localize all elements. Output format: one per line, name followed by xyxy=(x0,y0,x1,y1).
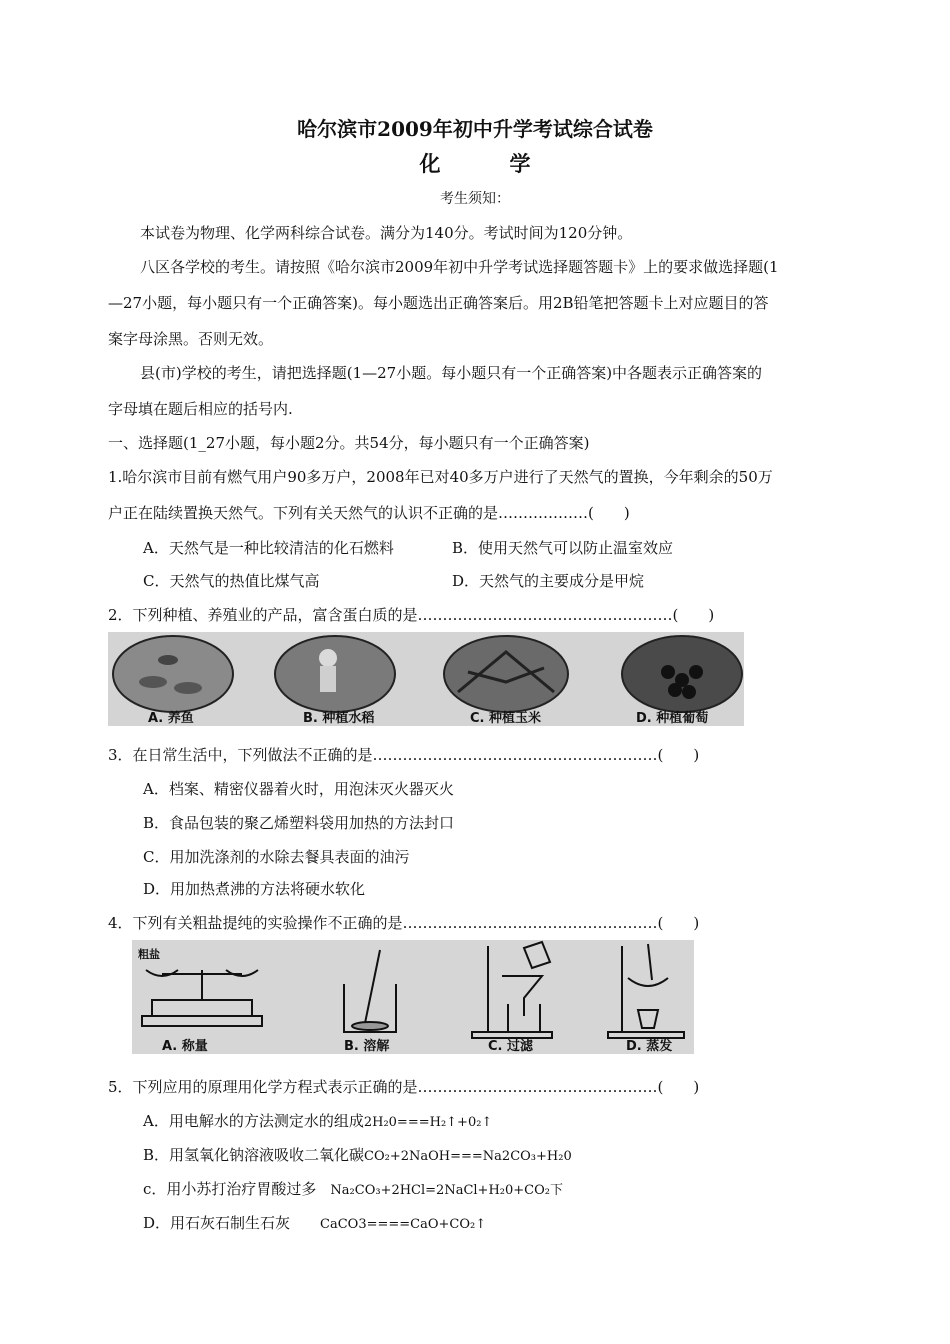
q1-option-c: C．天然气的热值比煤气高 xyxy=(143,572,320,590)
notice-heading: 考生须知： xyxy=(440,191,510,207)
subject-title: 化 学 xyxy=(419,151,555,176)
notice-p2-line3: 案字母涂黑。否则无效。 xyxy=(108,330,274,348)
q4-figure xyxy=(132,940,694,1054)
q4-stem: 4．下列有关粗盐提纯的实验操作不正确的是……………………………………………( ) xyxy=(108,914,700,932)
q4-caption-c: C. 过滤 xyxy=(488,1039,534,1054)
q2-caption-c: C. 种植玉米 xyxy=(470,711,542,726)
q2-figure-svg xyxy=(108,632,744,726)
q5-option-d-text: D．用石灰石制生石灰 xyxy=(143,1214,291,1232)
notice-p2-line1: 八区各学校的考生。请按照《哈尔滨市2009年初中升学考试选择题答题卡》上的要求做选择题(1 xyxy=(140,258,779,276)
fish-farming-image xyxy=(113,636,233,712)
q4-caption-a: A. 称量 xyxy=(162,1039,208,1054)
q2-stem: 2．下列种植、养殖业的产品，富含蛋白质的是……………………………………………( ) xyxy=(108,606,715,624)
q5-option-d-equation: CaCO3====CaO+CO₂↑ xyxy=(320,1217,487,1232)
q1-option-d: D．天然气的主要成分是甲烷 xyxy=(452,572,645,590)
q2-figure xyxy=(108,632,744,726)
q2-caption-a: A. 养鱼 xyxy=(148,711,194,726)
corn-planting-image xyxy=(444,636,568,712)
notice-p2-line2: —27小题，每小题只有一个正确答案)。每小题选出正确答案后。用2B铅笔把答题卡上对应题目的答 xyxy=(108,294,769,312)
q5-option-b xyxy=(143,1144,572,1165)
q3-option-b: B．食品包装的聚乙烯塑料袋用加热的方法封口 xyxy=(143,814,455,832)
q4-caption-b: B. 溶解 xyxy=(344,1039,390,1054)
section-heading: 一、选择题(1_27小题，每小题2分。共54分，每小题只有一个正确答案) xyxy=(108,434,590,452)
q1-option-a: A．天然气是一种比较清洁的化石燃料 xyxy=(143,539,394,557)
q1-option-b: B．使用天然气可以防止温室效应 xyxy=(452,539,674,557)
q3-option-d: D．用加热煮沸的方法将硬水软化 xyxy=(143,880,366,898)
grape-cluster-icon xyxy=(661,665,675,679)
q5-option-a xyxy=(143,1110,492,1131)
q1-stem-line1: 1.哈尔滨市目前有燃气用户90多万户，2008年已对40多万户进行了天然气的置换，今年剩余的50万 xyxy=(108,468,773,486)
q5-option-b-text: B．用氢氧化钠溶液吸收二氧化碳 xyxy=(143,1146,365,1164)
q5-stem: 5．下列应用的原理用化学方程式表示正确的是…………………………………………( ) xyxy=(108,1078,700,1096)
crude-salt-label: 粗盐 xyxy=(138,948,160,961)
notice-p3-line2: 字母填在题后相应的括号内. xyxy=(108,400,293,418)
farmer-icon xyxy=(319,649,337,667)
notice-p1: 本试卷为物理、化学两科综合试卷。满分为140分。考试时间为120分钟。 xyxy=(140,224,633,242)
q3-stem: 3．在日常生活中，下列做法不正确的是…………………………………………………( ) xyxy=(108,746,700,764)
q3-option-c: C．用加洗涤剂的水除去餐具表面的油污 xyxy=(143,848,410,866)
q5-option-c-text: c．用小苏打治疗胃酸过多 xyxy=(143,1180,317,1198)
q3-option-a: A．档案、精密仪器着火时，用泡沫灭火器灭火 xyxy=(143,780,454,798)
notice-p3-line1: 县(市)学校的考生，请把选择题(1—27小题。每小题只有一个正确答案)中各题表示正确答案的 xyxy=(140,364,763,382)
q2-caption-d: D. 种植葡萄 xyxy=(636,711,709,726)
q1-stem-line2: 户正在陆续置换天然气。下列有关天然气的认识不正确的是………………( ) xyxy=(108,504,630,522)
q5-option-c-equation: Na₂CO₃+2HCl=2NaCl+H₂0+CO₂下 xyxy=(330,1183,563,1198)
exam-title: 哈尔滨市2009年初中升学考试综合试卷 xyxy=(297,117,653,141)
q5-option-c xyxy=(143,1178,563,1199)
q5-option-d xyxy=(143,1212,486,1233)
q5-option-a-text: A．用电解水的方法测定水的组成 xyxy=(143,1112,364,1130)
q5-option-a-equation: 2H₂0===H₂↑+0₂↑ xyxy=(363,1115,493,1130)
fish-icon xyxy=(139,676,167,688)
q4-figure-svg xyxy=(132,940,694,1054)
q5-option-b-equation: CO₂+2NaOH===Na2CO₃+H₂0 xyxy=(364,1149,572,1164)
q2-caption-b: B. 种植水稻 xyxy=(303,711,375,726)
q4-caption-d: D. 蒸发 xyxy=(626,1039,673,1054)
